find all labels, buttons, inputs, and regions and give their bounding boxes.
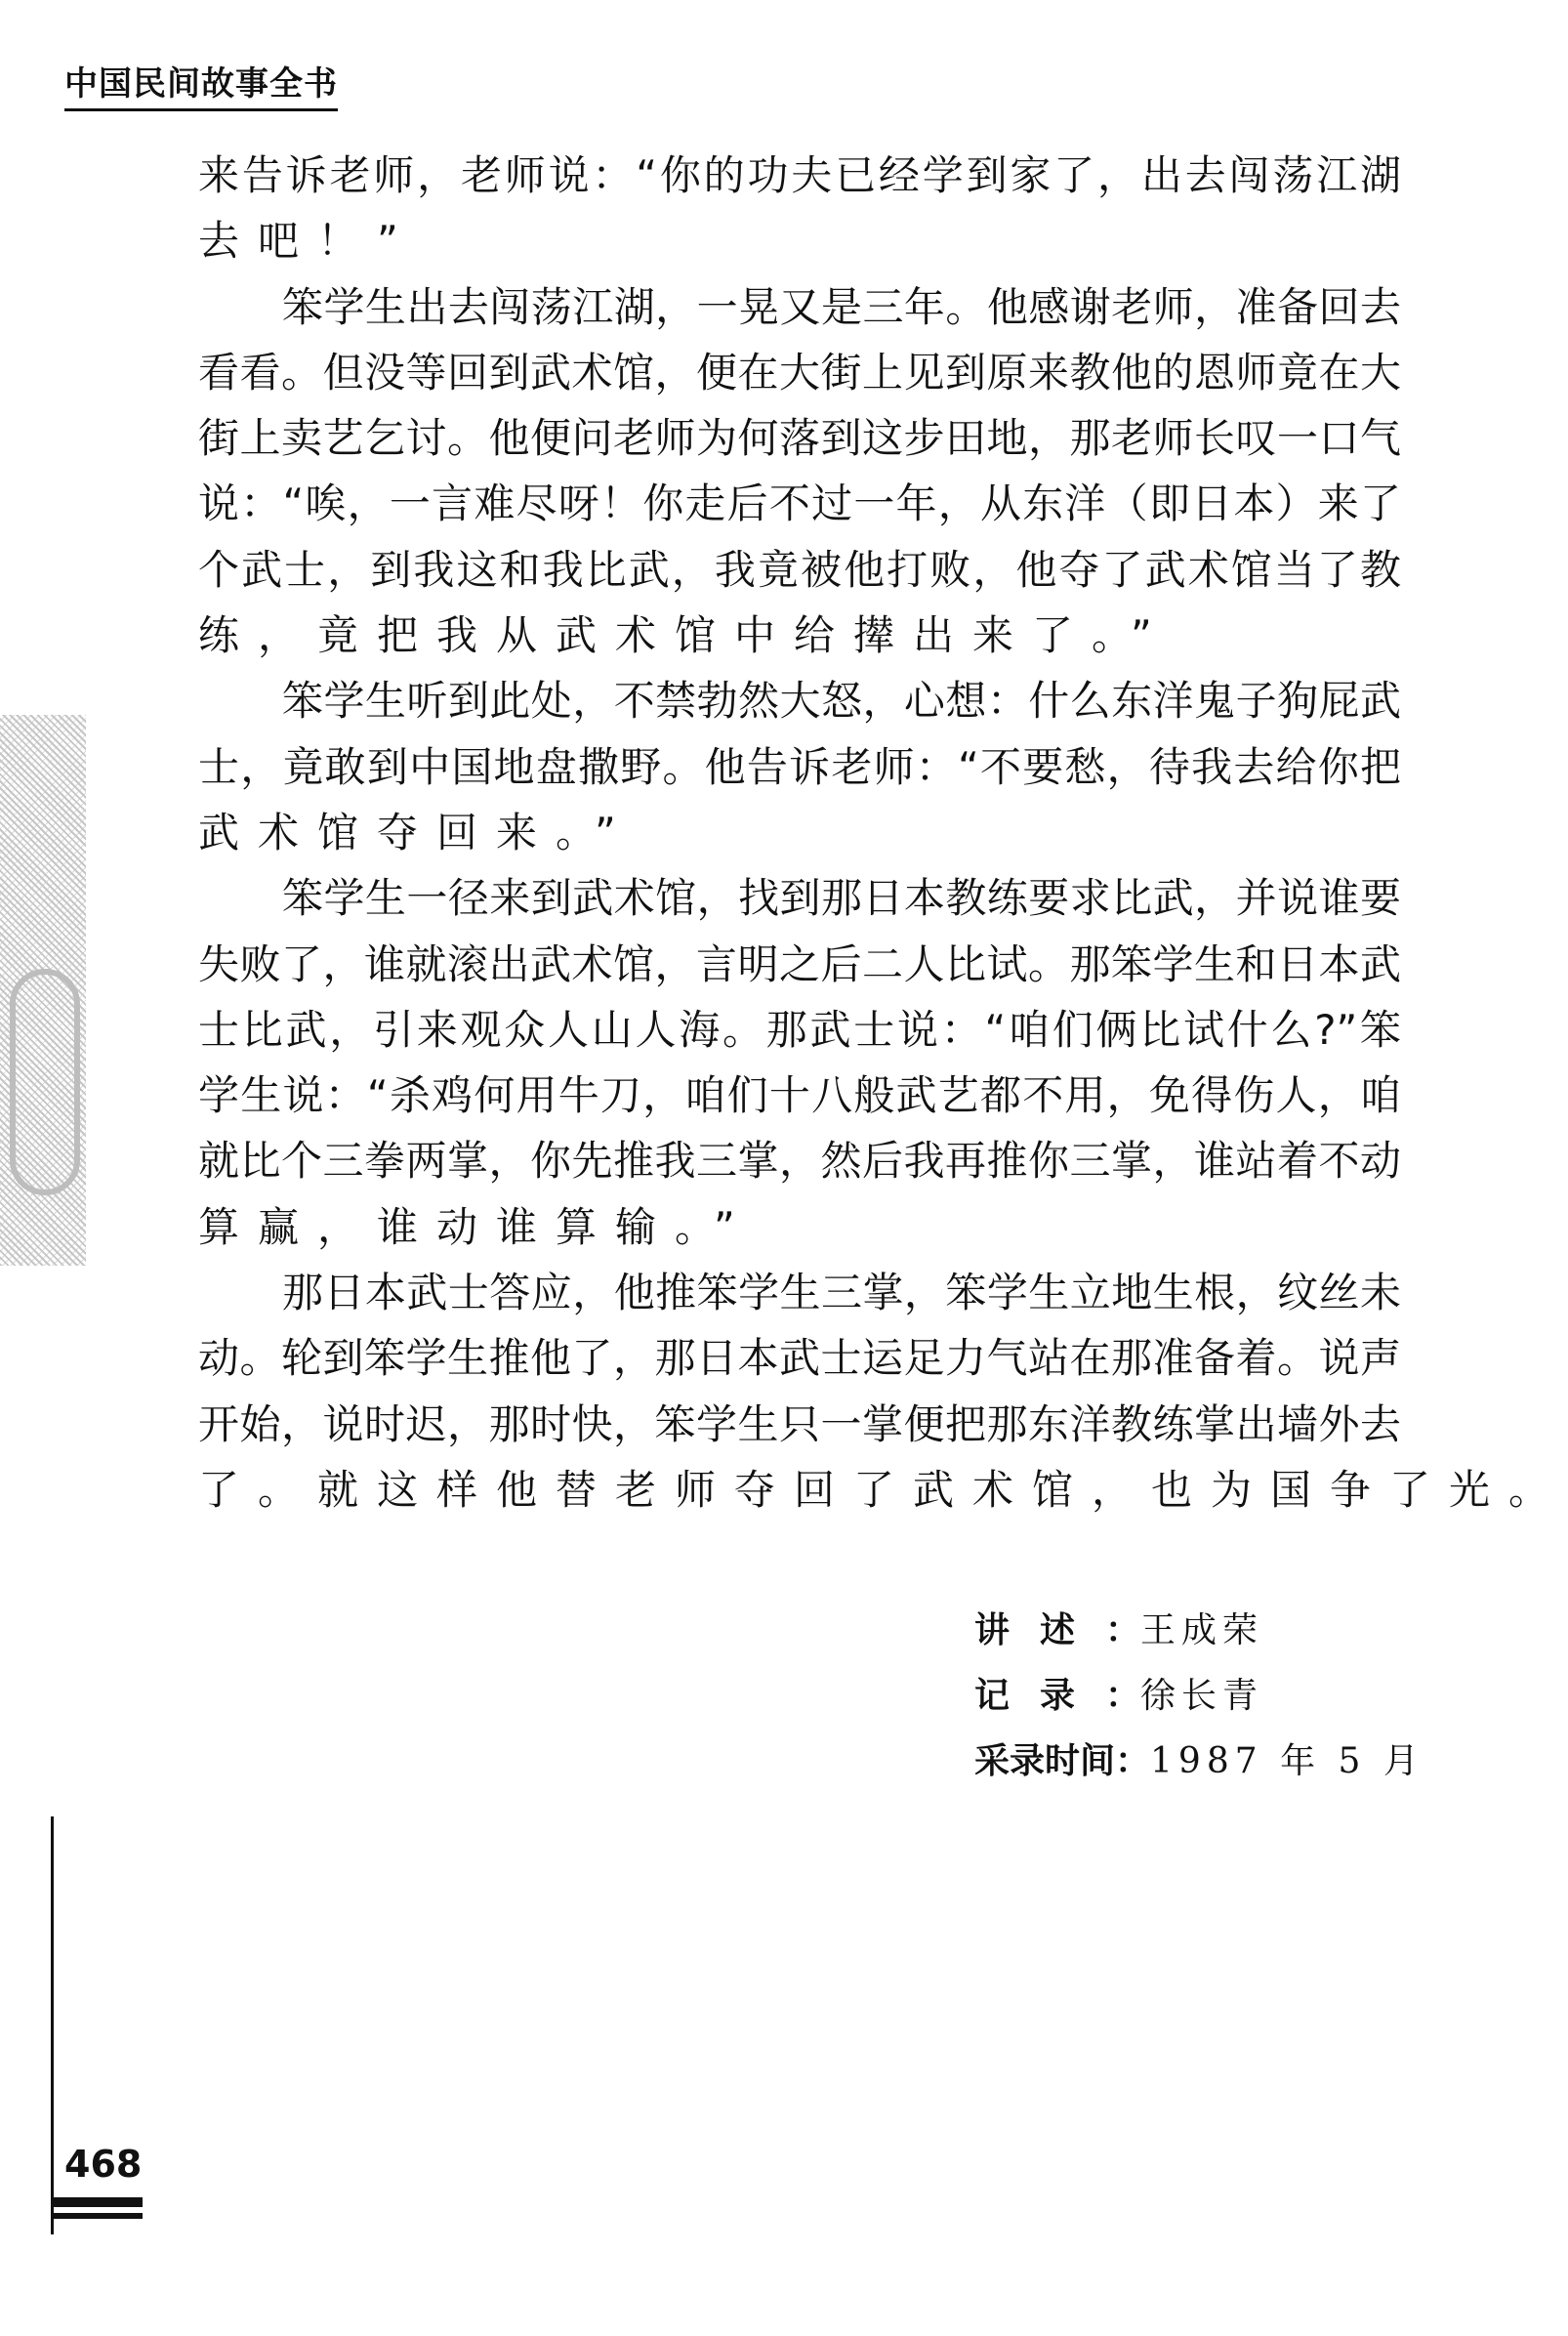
credit-row <box>974 1663 1424 1729</box>
paragraph-line: 来告诉老师，老师说：“你的功夫已经学到家了，出去闯荡江湖 <box>198 151 1401 199</box>
credit-value: 1987 年 5 月 <box>1150 1741 1424 1781</box>
paragraph-line: 士，竟敢到中国地盘撒野。他告诉老师：“不要愁，待我去给你把 <box>198 742 1401 791</box>
paragraph-line: 动。轮到笨学生推他了，那日本武士运足力气站在那准备着。说声 <box>198 1334 1401 1383</box>
paragraph-line: 街上卖艺乞讨。他便问老师为何落到这步田地，那老师长叹一口气 <box>198 414 1401 463</box>
paragraph-line: 去吧！” <box>198 217 417 266</box>
paragraph-line: 士比武，引来观众人山人海。那武士说：“咱们俩比试什么?”笨 <box>198 1005 1401 1054</box>
footer-bar-thick <box>51 2197 143 2207</box>
paragraph-line: 笨学生一径来到武术馆，找到那日本教练要求比武，并说谁要 <box>282 874 1401 923</box>
paragraph-line: 算赢，谁动谁算输。” <box>198 1202 754 1251</box>
page-number: 468 <box>64 2143 143 2186</box>
paragraph-line: 武术馆夺回来。” <box>198 808 635 856</box>
paragraph-line: 看看。但没等回到武术馆，便在大街上见到原来教他的恩师竟在大 <box>198 348 1401 396</box>
paragraph-line: 失败了，谁就滚出武术馆，言明之后二人比试。那笨学生和日本武 <box>198 939 1401 988</box>
paragraph-line: 开始，说时迟，那时快，笨学生只一掌便把那东洋教练掌出墙外去 <box>198 1399 1401 1448</box>
paragraph-line: 学生说：“杀鸡何用牛刀，咱们十八般武艺都不用，免得伤人，咱 <box>198 1071 1401 1120</box>
footer-bar-thin <box>51 2213 143 2219</box>
paragraph-line: 说：“唉，一言难尽呀！你走后不过一年，从东洋（即日本）来了 <box>198 480 1401 528</box>
credit-label: 采录时间： <box>974 1741 1151 1781</box>
credit-row <box>974 1729 1424 1794</box>
paragraph-line: 那日本武士答应，他推笨学生三掌，笨学生立地生根，纹丝未 <box>282 1269 1401 1317</box>
paragraph-line: 就比个三拳两掌，你先推我三掌，然后我再推你三掌，谁站着不动 <box>198 1137 1401 1186</box>
paragraph-line: 练，竟把我从武术馆中给撵出来了。” <box>198 611 1171 660</box>
credits-block <box>974 1598 1424 1794</box>
paragraph-line: 了。就这样他替老师夺回了武术馆，也为国争了光。 <box>198 1465 1568 1514</box>
credit-value: 徐长青 <box>1140 1676 1264 1716</box>
paragraph-line: 笨学生出去闯荡江湖，一晃又是三年。他感谢老师，准备回去 <box>282 282 1401 331</box>
credit-label: 记录： <box>974 1676 1140 1716</box>
credit-value: 王成荣 <box>1140 1610 1264 1650</box>
paragraph-line: 个武士，到我这和我比武，我竟被他打败，他夺了武术馆当了教 <box>198 545 1401 594</box>
margin-decoration-image <box>0 715 86 1266</box>
story-body <box>198 143 1568 1523</box>
credit-label: 讲述： <box>974 1610 1140 1650</box>
running-head-book-title: 中国民间故事全书 <box>64 57 338 111</box>
margin-rule <box>51 1816 54 2234</box>
credit-row <box>974 1598 1424 1663</box>
paragraph-line: 笨学生听到此处，不禁勃然大怒，心想：什么东洋鬼子狗屁武 <box>282 677 1401 726</box>
